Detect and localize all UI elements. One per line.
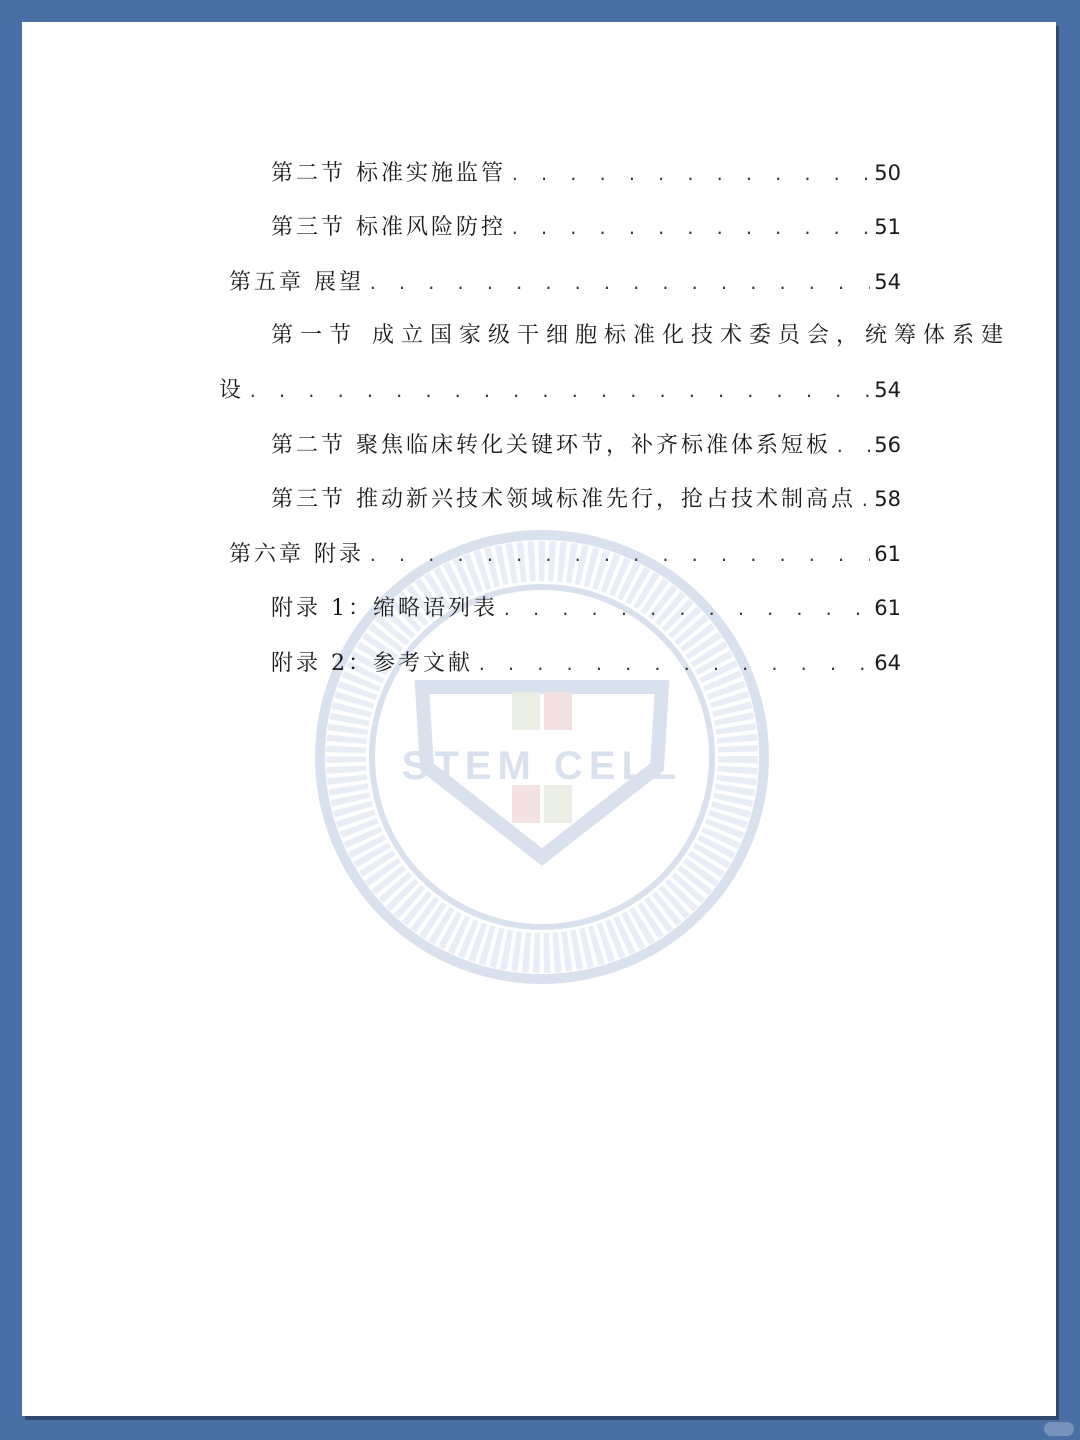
leader-dots [510,209,870,249]
toc-chapter-entry[interactable] [229,534,901,574]
toc-entry-label: 第三节 标准风险防控 [271,215,506,240]
toc-entry-continuation[interactable] [219,370,901,410]
toc-entry[interactable] [271,643,901,683]
leader-dots [835,427,870,467]
table-of-contents [22,22,1056,1416]
toc-entry[interactable] [271,588,901,628]
toc-page-number: 61 [874,542,901,566]
watermark-text: STEM CELL [401,744,683,788]
toc-entry-label: 第五章 展望 [229,270,364,295]
toc-entry-label: 第二节 标准实施监管 [271,161,506,186]
toc-chapter-entry[interactable] [229,262,901,302]
leader-dots [368,536,870,576]
toc-page-number: 51 [874,215,901,239]
leader-dots [860,481,870,521]
toc-page-number: 64 [874,651,901,675]
toc-page-number: 61 [874,596,901,620]
leader-dots [477,645,870,685]
toc-page-number: 58 [874,487,901,511]
leader-dots [368,264,870,304]
document-page [22,22,1056,1416]
leader-dots [248,372,870,412]
toc-entry-label: 第二节 聚焦临床转化关键环节，补齐标准体系短板 [271,433,831,458]
toc-entry-wrapped-line[interactable]: 第一节 成立国家级干细胞标准化技术委员会，统筹体系建 [271,323,1010,348]
toc-entry-label: 附录 2：参考文献 [271,651,473,676]
leader-dots [510,155,870,195]
toc-entry[interactable] [271,207,901,247]
toc-entry-label: 第六章 附录 [229,542,364,567]
toc-page-number: 54 [874,378,901,402]
toc-entry-label: 设 [219,378,245,403]
toc-page-number: 54 [874,270,901,294]
corner-badge [1044,1422,1074,1436]
toc-entry-label: 第三节 推动新兴技术领域标准先行，抢占技术制高点 [271,487,856,512]
toc-entry[interactable] [271,425,901,465]
toc-entry[interactable] [271,479,901,519]
toc-page-number: 50 [874,161,901,185]
toc-page-number: 56 [874,433,901,457]
toc-entry[interactable] [271,153,901,193]
toc-entry-label: 附录 1：缩略语列表 [271,596,498,621]
leader-dots [502,590,870,630]
